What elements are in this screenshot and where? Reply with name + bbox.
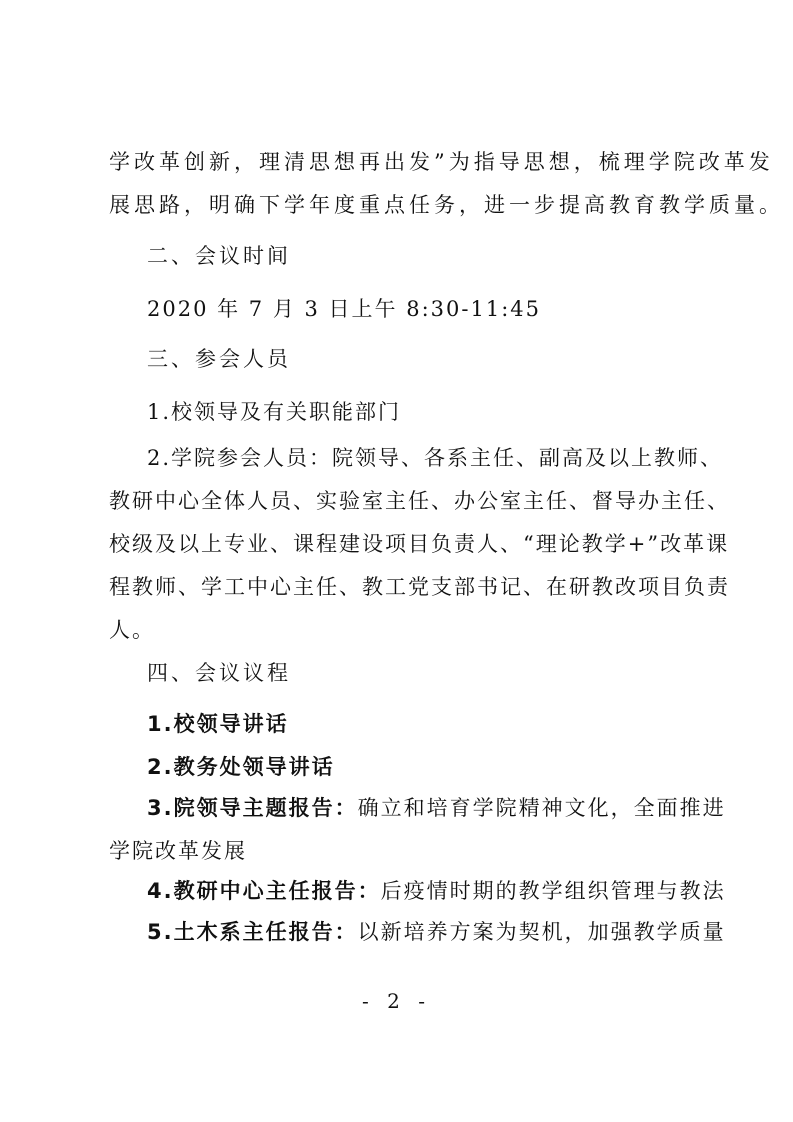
agenda-item-1: 1.校领导讲话 [147, 712, 289, 736]
section-heading-time: 二、会议时间 [147, 244, 291, 268]
attendees-item-2-line: 程教师、学工中心主任、教工党支部书记、在研教改项目负责 [109, 575, 730, 599]
attendees-item-2-line: 教研中心全体人员、实验室主任、办公室主任、督导办主任、 [109, 489, 730, 513]
attendees-item-2-line: 校级及以上专业、课程建设项目负责人、“理论教学+”改革课 [109, 532, 730, 556]
agenda-item-4 [147, 877, 726, 905]
agenda-item-5 [147, 918, 726, 946]
attendees-item-2-line: 人。 [109, 618, 155, 642]
agenda-item-3-continuation: 学院改革发展 [109, 839, 247, 863]
page-number: - 2 - [362, 989, 431, 1013]
agenda-item-5-text: 以新培养方案为契机，加强教学质量 [357, 920, 726, 944]
agenda-item-2: 2.教务处领导讲话 [147, 755, 335, 779]
agenda-item-3 [147, 794, 726, 822]
body-paragraph-line: 展思路，明确下学年度重点任务，进一步提高教育教学质量。 [109, 193, 784, 217]
attendees-item-2-line: 2.学院参会人员：院领导、各系主任、副高及以上教师、 [147, 446, 724, 470]
agenda-item-4-text: 后疫情时期的教学组织管理与教法 [380, 879, 726, 903]
section-heading-agenda: 四、会议议程 [147, 661, 291, 685]
meeting-time-text: 2020 年 7 月 3 日上午 8:30-11:45 [147, 297, 541, 321]
attendees-item-1: 1.校领导及有关职能部门 [147, 400, 402, 424]
agenda-item-5-label: 5.土木系主任报告： [147, 920, 358, 944]
body-paragraph-line: 学改革创新，理清思想再出发”为指导思想，梳理学院改革发 [109, 150, 774, 174]
agenda-item-3-text: 确立和培育学院精神文化，全面推进 [357, 796, 726, 820]
agenda-item-4-label: 4.教研中心主任报告： [147, 879, 381, 903]
agenda-item-3-label: 3.院领导主题报告： [147, 796, 358, 820]
section-heading-attendees: 三、参会人员 [147, 347, 291, 371]
